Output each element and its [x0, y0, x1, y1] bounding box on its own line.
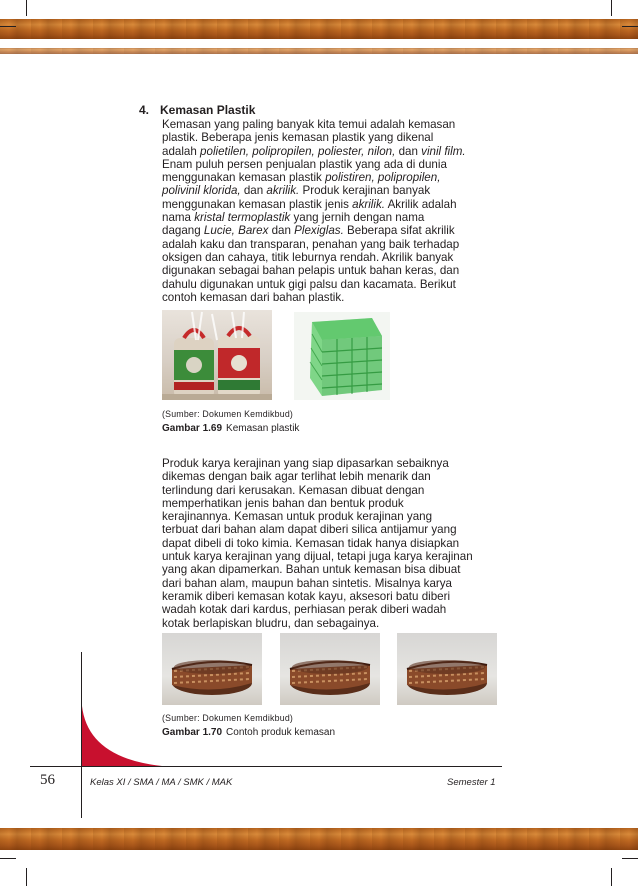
- crop-mark: [26, 868, 27, 886]
- text-line: dapat dibeli di toko kimia. Kemasan tidak hanya disiapkan: [162, 536, 460, 550]
- text-line: terbuat dari bahan alam dapat diberi silica antijamur yang: [162, 523, 457, 537]
- text-line: dahulu digunakan untuk gigi palsu dan kacamata. Berikut: [162, 277, 456, 291]
- crop-mark: [622, 858, 638, 859]
- figure-caption: Gambar 1.69 Kemasan plastik: [162, 423, 300, 434]
- text-line: dagang Lucie, Barex dan Plexiglas. Beberapa sifat akrilik: [162, 224, 455, 238]
- crop-mark: [0, 858, 16, 859]
- section-title: Kemasan Plastik: [160, 103, 256, 117]
- text-line: Enam puluh persen penjualan plastik yang ada di dunia: [162, 157, 447, 171]
- crop-mark: [611, 868, 612, 886]
- top-wood-strip: [0, 48, 638, 54]
- text-line: keramik diberi kemasan kotak kayu, aksesori batu diberi: [162, 589, 451, 603]
- text-line: contoh kemasan dari bahan plastik.: [162, 290, 345, 304]
- paragraph-plastic-packaging: [162, 118, 498, 304]
- photo-woven-basket: [280, 633, 380, 705]
- section-heading: [139, 103, 255, 117]
- figure-source: (Sumber: Dokumen Kemdikbud): [162, 713, 294, 723]
- text-line: menggunakan kemasan plastik polistiren, polipropilen,: [162, 171, 441, 185]
- photo-woven-basket: [162, 633, 262, 705]
- section-number: 4.: [139, 103, 150, 117]
- text-line: untuk karya kerajinan yang dijual, tetapi juga karya kerajinan: [162, 550, 473, 564]
- photo-plastic-jars: [162, 310, 272, 400]
- text-line: yang akan dipamerkan. Bahan untuk kemasan bisa dibuat: [162, 563, 461, 577]
- text-line: oksigen dan cahaya, titik leburnya rendah. Akrilik banyak: [162, 250, 454, 264]
- crop-mark: [611, 0, 612, 16]
- text-line: Produk karya kerajinan yang siap dipasarkan sebaiknya: [162, 457, 449, 470]
- text-line: kotak berlapiskan bludru, dan sebagainya.: [162, 616, 380, 630]
- text-line: wadah kotak dari kardus, perhiasan perak diberi wadah: [162, 603, 447, 617]
- text-line: polivinil klorida, dan akrilik. Produk kerajinan banyak: [162, 184, 431, 198]
- text-line: Kemasan yang paling banyak kita temui adalah kemasan: [162, 118, 456, 131]
- red-corner-curve: [82, 706, 162, 766]
- crop-mark: [0, 26, 16, 27]
- bottom-wood-band: [0, 828, 638, 850]
- footer-rule: [30, 766, 502, 767]
- text-line: plastik. Beberapa jenis kemasan plastik yang dikenal: [162, 131, 434, 145]
- text-line: dikemas dengan baik agar terlihat lebih menarik dan: [162, 470, 431, 484]
- text-line: menggunakan kemasan plastik jenis akrilik. Akrilik adalah: [162, 197, 457, 211]
- text-line: digunakan sebagai bahan pelapis untuk bahan keras, dan: [162, 264, 460, 278]
- semester-label: Semester 1: [447, 777, 496, 788]
- top-wood-band: [0, 19, 638, 39]
- crop-mark: [622, 26, 638, 27]
- text-line: adalah polietilen, polipropilen, poliester, nilon, dan vinil film.: [162, 144, 466, 158]
- photo-woven-basket: [397, 633, 497, 705]
- text-line: nama kristal termoplastik yang jernih dengan nama: [162, 211, 425, 225]
- text-line: kerajinannya. Kemasan untuk produk kerajinan yang: [162, 510, 433, 524]
- text-line: dari bahan alam, maupun bahan sintetis. Misalnya karya: [162, 576, 453, 590]
- paragraph-craft-packaging: [162, 457, 498, 630]
- figure-source: (Sumber: Dokumen Kemdikbud): [162, 409, 294, 419]
- text-line: terlindung dari kerusakan. Kemasan dibuat dengan: [162, 483, 425, 497]
- book-title: Kelas XI / SMA / MA / SMK / MAK: [90, 777, 233, 788]
- crop-mark: [26, 0, 27, 16]
- text-line: memperhatikan jenis bahan dan bentuk produk: [162, 496, 404, 510]
- text-line: adalah kaku dan transparan, penahan yang baik terhadap: [162, 237, 460, 251]
- photo-green-acrylic-box: [294, 312, 390, 400]
- figure-caption: Gambar 1.70 Contoh produk kemasan: [162, 727, 336, 738]
- page-number: 56: [40, 772, 55, 788]
